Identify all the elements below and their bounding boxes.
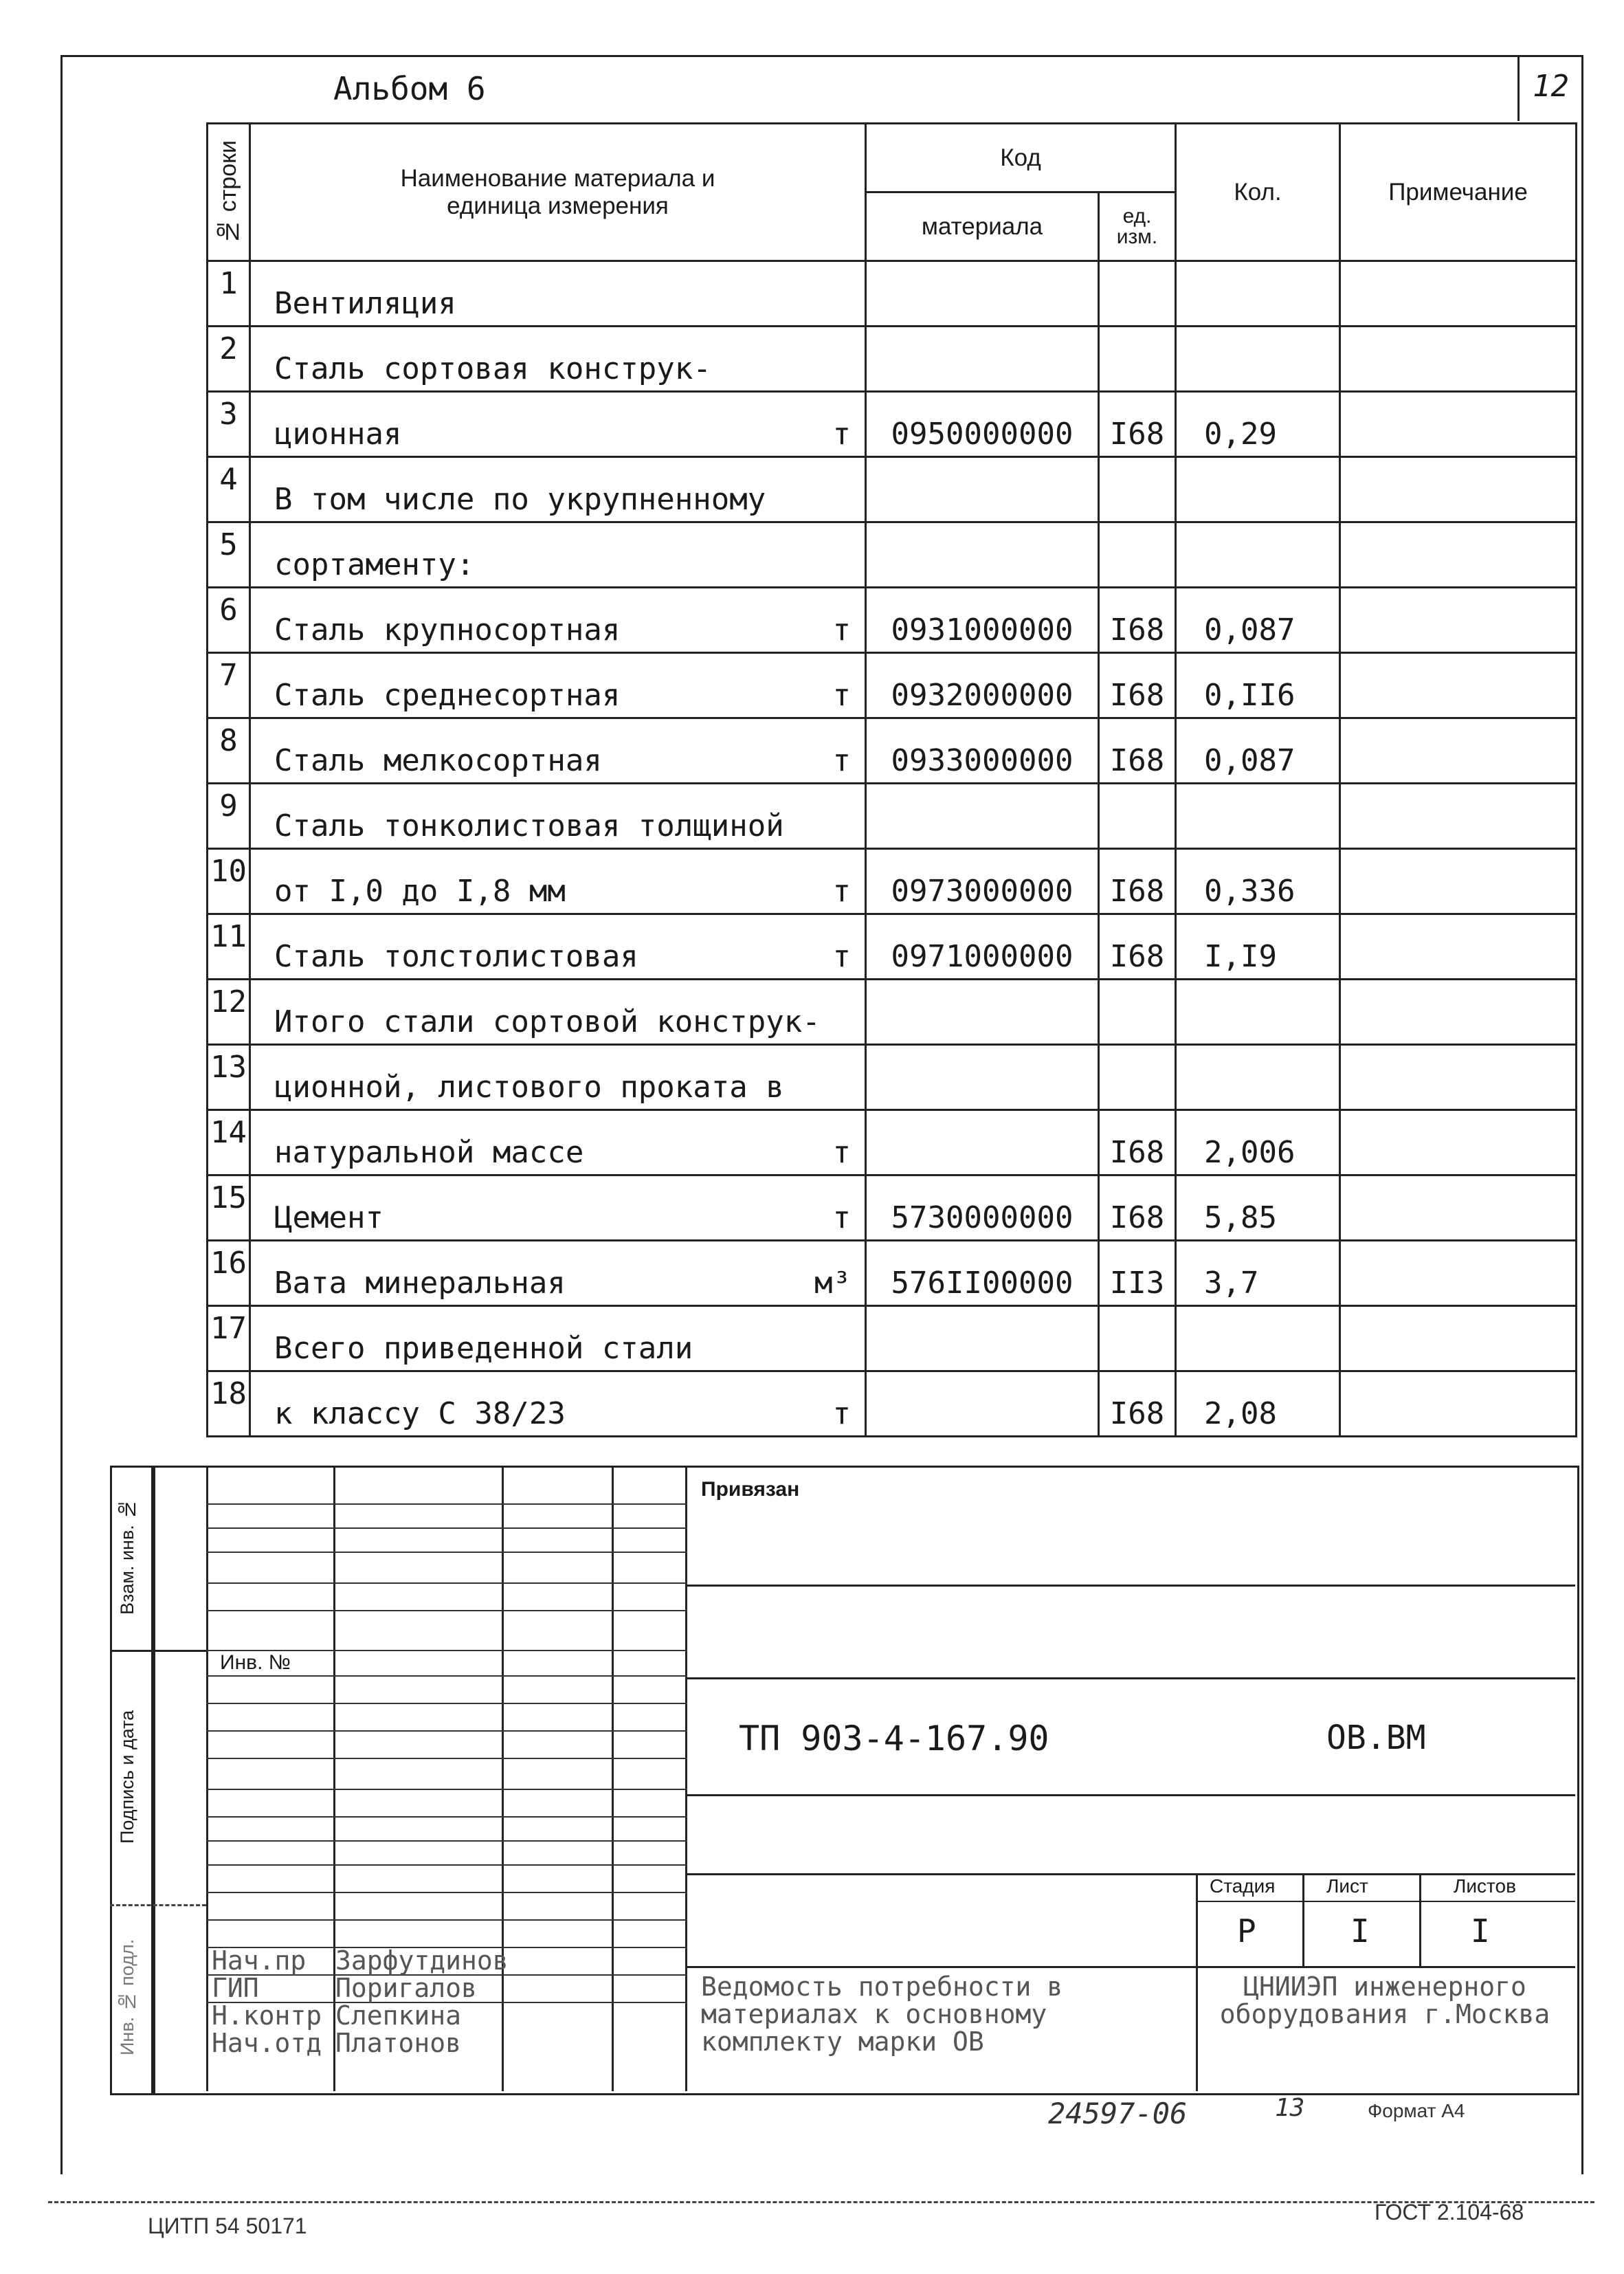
material-unit: м³	[814, 1266, 851, 1301]
material-unit: т	[832, 678, 851, 713]
material-code	[866, 457, 1099, 522]
row-number: 1	[208, 261, 250, 327]
grid-line	[206, 1527, 687, 1529]
note	[1340, 914, 1577, 980]
row-number: 16	[208, 1241, 250, 1306]
stage-label: Стадия	[1210, 1875, 1276, 1897]
album-title: Альбом 6	[333, 70, 486, 107]
signers-list	[212, 1947, 686, 2057]
grid-line	[206, 1610, 687, 1611]
material-name	[250, 914, 866, 980]
material-name-text: к классу С 38/23	[274, 1396, 566, 1431]
row-number: 18	[208, 1371, 250, 1437]
material-name-text: Цемент	[274, 1200, 383, 1235]
note	[1340, 653, 1577, 718]
unit-code: I68	[1099, 588, 1176, 653]
row-number: 11	[208, 914, 250, 980]
unit-code: II3	[1099, 1241, 1176, 1306]
row-number: 6	[208, 588, 250, 653]
sheet-label: Лист	[1326, 1875, 1368, 1897]
privyazan-label: Привязан	[701, 1478, 800, 1501]
table-row	[208, 522, 1577, 588]
note	[1340, 392, 1577, 457]
row-number: 14	[208, 1110, 250, 1175]
unit-code: I68	[1099, 849, 1176, 914]
material-name	[250, 261, 866, 327]
stage-value: Р	[1237, 1912, 1256, 1950]
quantity: 0,29	[1176, 392, 1340, 457]
material-name-text: Сталь тонколистовая толщиной	[274, 808, 784, 843]
quantity	[1176, 1045, 1340, 1110]
material-code: 0973000000	[866, 849, 1099, 914]
material-name-text: Сталь крупносортная	[274, 612, 621, 648]
grid-line	[206, 1582, 687, 1584]
material-name	[250, 457, 866, 522]
unit-code: I68	[1099, 1371, 1176, 1437]
quantity: 2,006	[1176, 1110, 1340, 1175]
table-row	[208, 1175, 1577, 1241]
table-row	[208, 980, 1577, 1045]
note	[1340, 588, 1577, 653]
quantity: 5,85	[1176, 1175, 1340, 1241]
bottom-line	[48, 2201, 1594, 2203]
material-name-text: натуральной массе	[274, 1135, 584, 1170]
material-name	[250, 1045, 866, 1110]
note	[1340, 784, 1577, 849]
material-code	[866, 784, 1099, 849]
table-row	[208, 588, 1577, 653]
material-code: 576II00000	[866, 1241, 1099, 1306]
material-code: 0931000000	[866, 588, 1099, 653]
quantity	[1176, 327, 1340, 392]
material-name	[250, 653, 866, 718]
table-row	[208, 1045, 1577, 1110]
material-unit: т	[832, 939, 851, 974]
material-code	[866, 980, 1099, 1045]
note	[1340, 1371, 1577, 1437]
sheets-label: Листов	[1454, 1875, 1516, 1897]
material-code: 0950000000	[866, 392, 1099, 457]
col-code-unit: ед. изм.	[1099, 192, 1176, 261]
grid-line	[206, 1552, 687, 1553]
row-number: 4	[208, 457, 250, 522]
unit-code	[1099, 1045, 1176, 1110]
material-name	[250, 1306, 866, 1371]
note	[1340, 1110, 1577, 1175]
unit-code: I68	[1099, 914, 1176, 980]
table-row	[208, 392, 1577, 457]
col-code: Код	[866, 124, 1176, 192]
material-name-text: сортаменту:	[274, 547, 475, 582]
material-name	[250, 392, 866, 457]
note	[1340, 457, 1577, 522]
note	[1340, 327, 1577, 392]
note	[1340, 718, 1577, 784]
material-unit: т	[832, 1200, 851, 1235]
grid-line	[206, 1892, 687, 1893]
table-row	[208, 849, 1577, 914]
material-name-text: ционная	[274, 417, 402, 452]
row-number: 9	[208, 784, 250, 849]
table-row	[208, 1110, 1577, 1175]
material-name	[250, 522, 866, 588]
print-number: ЦИТП 54 50171	[148, 2214, 307, 2238]
quantity: I,I9	[1176, 914, 1340, 980]
grid-line	[206, 1840, 687, 1842]
signer-row: ГИП Поригалов	[212, 1973, 477, 2003]
material-name	[250, 784, 866, 849]
unit-code	[1099, 980, 1176, 1045]
grid-line	[206, 1675, 687, 1677]
quantity: 2,08	[1176, 1371, 1340, 1437]
doc-description: Ведомость потребности в материалах к основному комплекту марки ОВ	[701, 1972, 1063, 2057]
unit-code	[1099, 1306, 1176, 1371]
quantity	[1176, 522, 1340, 588]
table-row	[208, 653, 1577, 718]
material-name-text: ционной, листового проката в	[274, 1070, 784, 1105]
row-number: 13	[208, 1045, 250, 1110]
material-name	[250, 327, 866, 392]
col-code-material: материала	[866, 192, 1099, 261]
material-unit: т	[832, 743, 851, 778]
quantity	[1176, 261, 1340, 327]
material-name-text: Сталь среднесортная	[274, 678, 621, 713]
material-code: 5730000000	[866, 1175, 1099, 1241]
material-name	[250, 1175, 866, 1241]
table-row	[208, 1306, 1577, 1371]
col-name: Наименование материала и единица измерения	[250, 124, 866, 261]
material-name-text: Вата минеральная	[274, 1266, 566, 1301]
row-number: 12	[208, 980, 250, 1045]
divider	[687, 1794, 1575, 1796]
unit-code: I68	[1099, 1110, 1176, 1175]
table-row	[208, 457, 1577, 522]
sheet-value: I	[1350, 1912, 1370, 1950]
material-name-text: Вентиляция	[274, 286, 456, 321]
material-name-text: Сталь толстолистовая	[274, 939, 638, 974]
material-code	[866, 1110, 1099, 1175]
material-name-text: Сталь сортовая конструк-	[274, 351, 711, 386]
materials-table	[206, 122, 1577, 1437]
material-name-text: Всего приведенной стали	[274, 1331, 693, 1366]
inv-no-label: Инв. №	[220, 1651, 291, 1674]
material-name	[250, 588, 866, 653]
table-row	[208, 1371, 1577, 1437]
material-name	[250, 1110, 866, 1175]
material-code	[866, 522, 1099, 588]
material-code	[866, 261, 1099, 327]
material-unit: т	[832, 417, 851, 452]
quantity: 3,7	[1176, 1241, 1340, 1306]
unit-code: I68	[1099, 653, 1176, 718]
gost-label: ГОСТ 2.104-68	[1375, 2200, 1524, 2225]
material-code: 0971000000	[866, 914, 1099, 980]
sheet-mark: 13	[1275, 2094, 1305, 2122]
quantity	[1176, 1306, 1340, 1371]
sheets-value: I	[1471, 1912, 1490, 1950]
copy-number: 24597-06	[1048, 2097, 1188, 2130]
note	[1340, 1045, 1577, 1110]
label-inv-podl: Инв. № подл.	[117, 1939, 137, 2055]
material-name	[250, 849, 866, 914]
col-qty: Кол.	[1176, 124, 1340, 261]
material-name	[250, 1371, 866, 1437]
table-row	[208, 261, 1577, 327]
unit-code: I68	[1099, 1175, 1176, 1241]
row-number: 3	[208, 392, 250, 457]
grid-line	[206, 1919, 687, 1921]
material-name	[250, 1241, 866, 1306]
material-name-text: Итого стали сортовой конструк-	[274, 1004, 821, 1039]
doc-mark: ОВ.ВМ	[1326, 1719, 1426, 1757]
grid-line	[206, 1703, 687, 1704]
note	[1340, 1175, 1577, 1241]
material-code	[866, 1371, 1099, 1437]
note	[1340, 1306, 1577, 1371]
material-name	[250, 718, 866, 784]
grid-line	[206, 1730, 687, 1732]
doc-code: ТП 903-4-167.90	[739, 1719, 1049, 1758]
table-row	[208, 1241, 1577, 1306]
unit-code	[1099, 784, 1176, 849]
material-code	[866, 1045, 1099, 1110]
unit-code: I68	[1099, 392, 1176, 457]
quantity	[1176, 457, 1340, 522]
material-name-text: В том числе по укрупненному	[274, 482, 766, 517]
note	[1340, 1241, 1577, 1306]
note	[1340, 522, 1577, 588]
material-unit: т	[832, 612, 851, 648]
material-unit: т	[832, 874, 851, 909]
signer-row: Нач.пр Зарфутдинов	[212, 1945, 509, 1976]
quantity: 0,336	[1176, 849, 1340, 914]
note	[1340, 980, 1577, 1045]
signer-row: Нач.отд Платонов	[212, 2028, 462, 2058]
page-number: 12	[1533, 69, 1569, 104]
row-number: 5	[208, 522, 250, 588]
quantity	[1176, 784, 1340, 849]
row-number: 15	[208, 1175, 250, 1241]
unit-code	[1099, 261, 1176, 327]
divider	[687, 1677, 1575, 1679]
material-name	[250, 980, 866, 1045]
table-row	[208, 784, 1577, 849]
unit-code	[1099, 457, 1176, 522]
quantity: 0,II6	[1176, 653, 1340, 718]
divider	[687, 1585, 1575, 1587]
signer-row: Н.контр Слепкина	[212, 2000, 462, 2031]
label-vzam-inv: Взам. инв. №	[117, 1499, 137, 1615]
note	[1340, 261, 1577, 327]
material-name-text: Сталь мелкосортная	[274, 743, 602, 778]
material-code: 0933000000	[866, 718, 1099, 784]
grid-line	[206, 1816, 687, 1818]
grid-line	[206, 1789, 687, 1790]
table-row	[208, 914, 1577, 980]
grid-line	[206, 1758, 687, 1759]
row-number: 8	[208, 718, 250, 784]
unit-code: I68	[1099, 718, 1176, 784]
material-unit: т	[832, 1135, 851, 1170]
organization: ЦНИИЭП инженерного оборудования г.Москва	[1219, 1972, 1550, 2029]
row-number: 10	[208, 849, 250, 914]
table-row	[208, 718, 1577, 784]
grid-line	[206, 1503, 687, 1505]
row-number: 7	[208, 653, 250, 718]
format-label: Формат А4	[1368, 2100, 1465, 2121]
quantity: 0,087	[1176, 588, 1340, 653]
note	[1340, 849, 1577, 914]
row-number: 2	[208, 327, 250, 392]
unit-code	[1099, 327, 1176, 392]
grid-line	[206, 1864, 687, 1866]
quantity: 0,087	[1176, 718, 1340, 784]
label-podpis-data: Подпись и дата	[117, 1710, 137, 1844]
table-row	[208, 327, 1577, 392]
material-unit: т	[832, 1396, 851, 1431]
unit-code	[1099, 522, 1176, 588]
material-name-text: от I,0 до I,8 мм	[274, 874, 566, 909]
divider	[687, 1966, 1575, 1968]
col-row-no: № строки	[208, 124, 250, 261]
material-code: 0932000000	[866, 653, 1099, 718]
quantity	[1176, 980, 1340, 1045]
row-number: 17	[208, 1306, 250, 1371]
material-code	[866, 327, 1099, 392]
col-note: Примечание	[1340, 124, 1577, 261]
material-code	[866, 1306, 1099, 1371]
